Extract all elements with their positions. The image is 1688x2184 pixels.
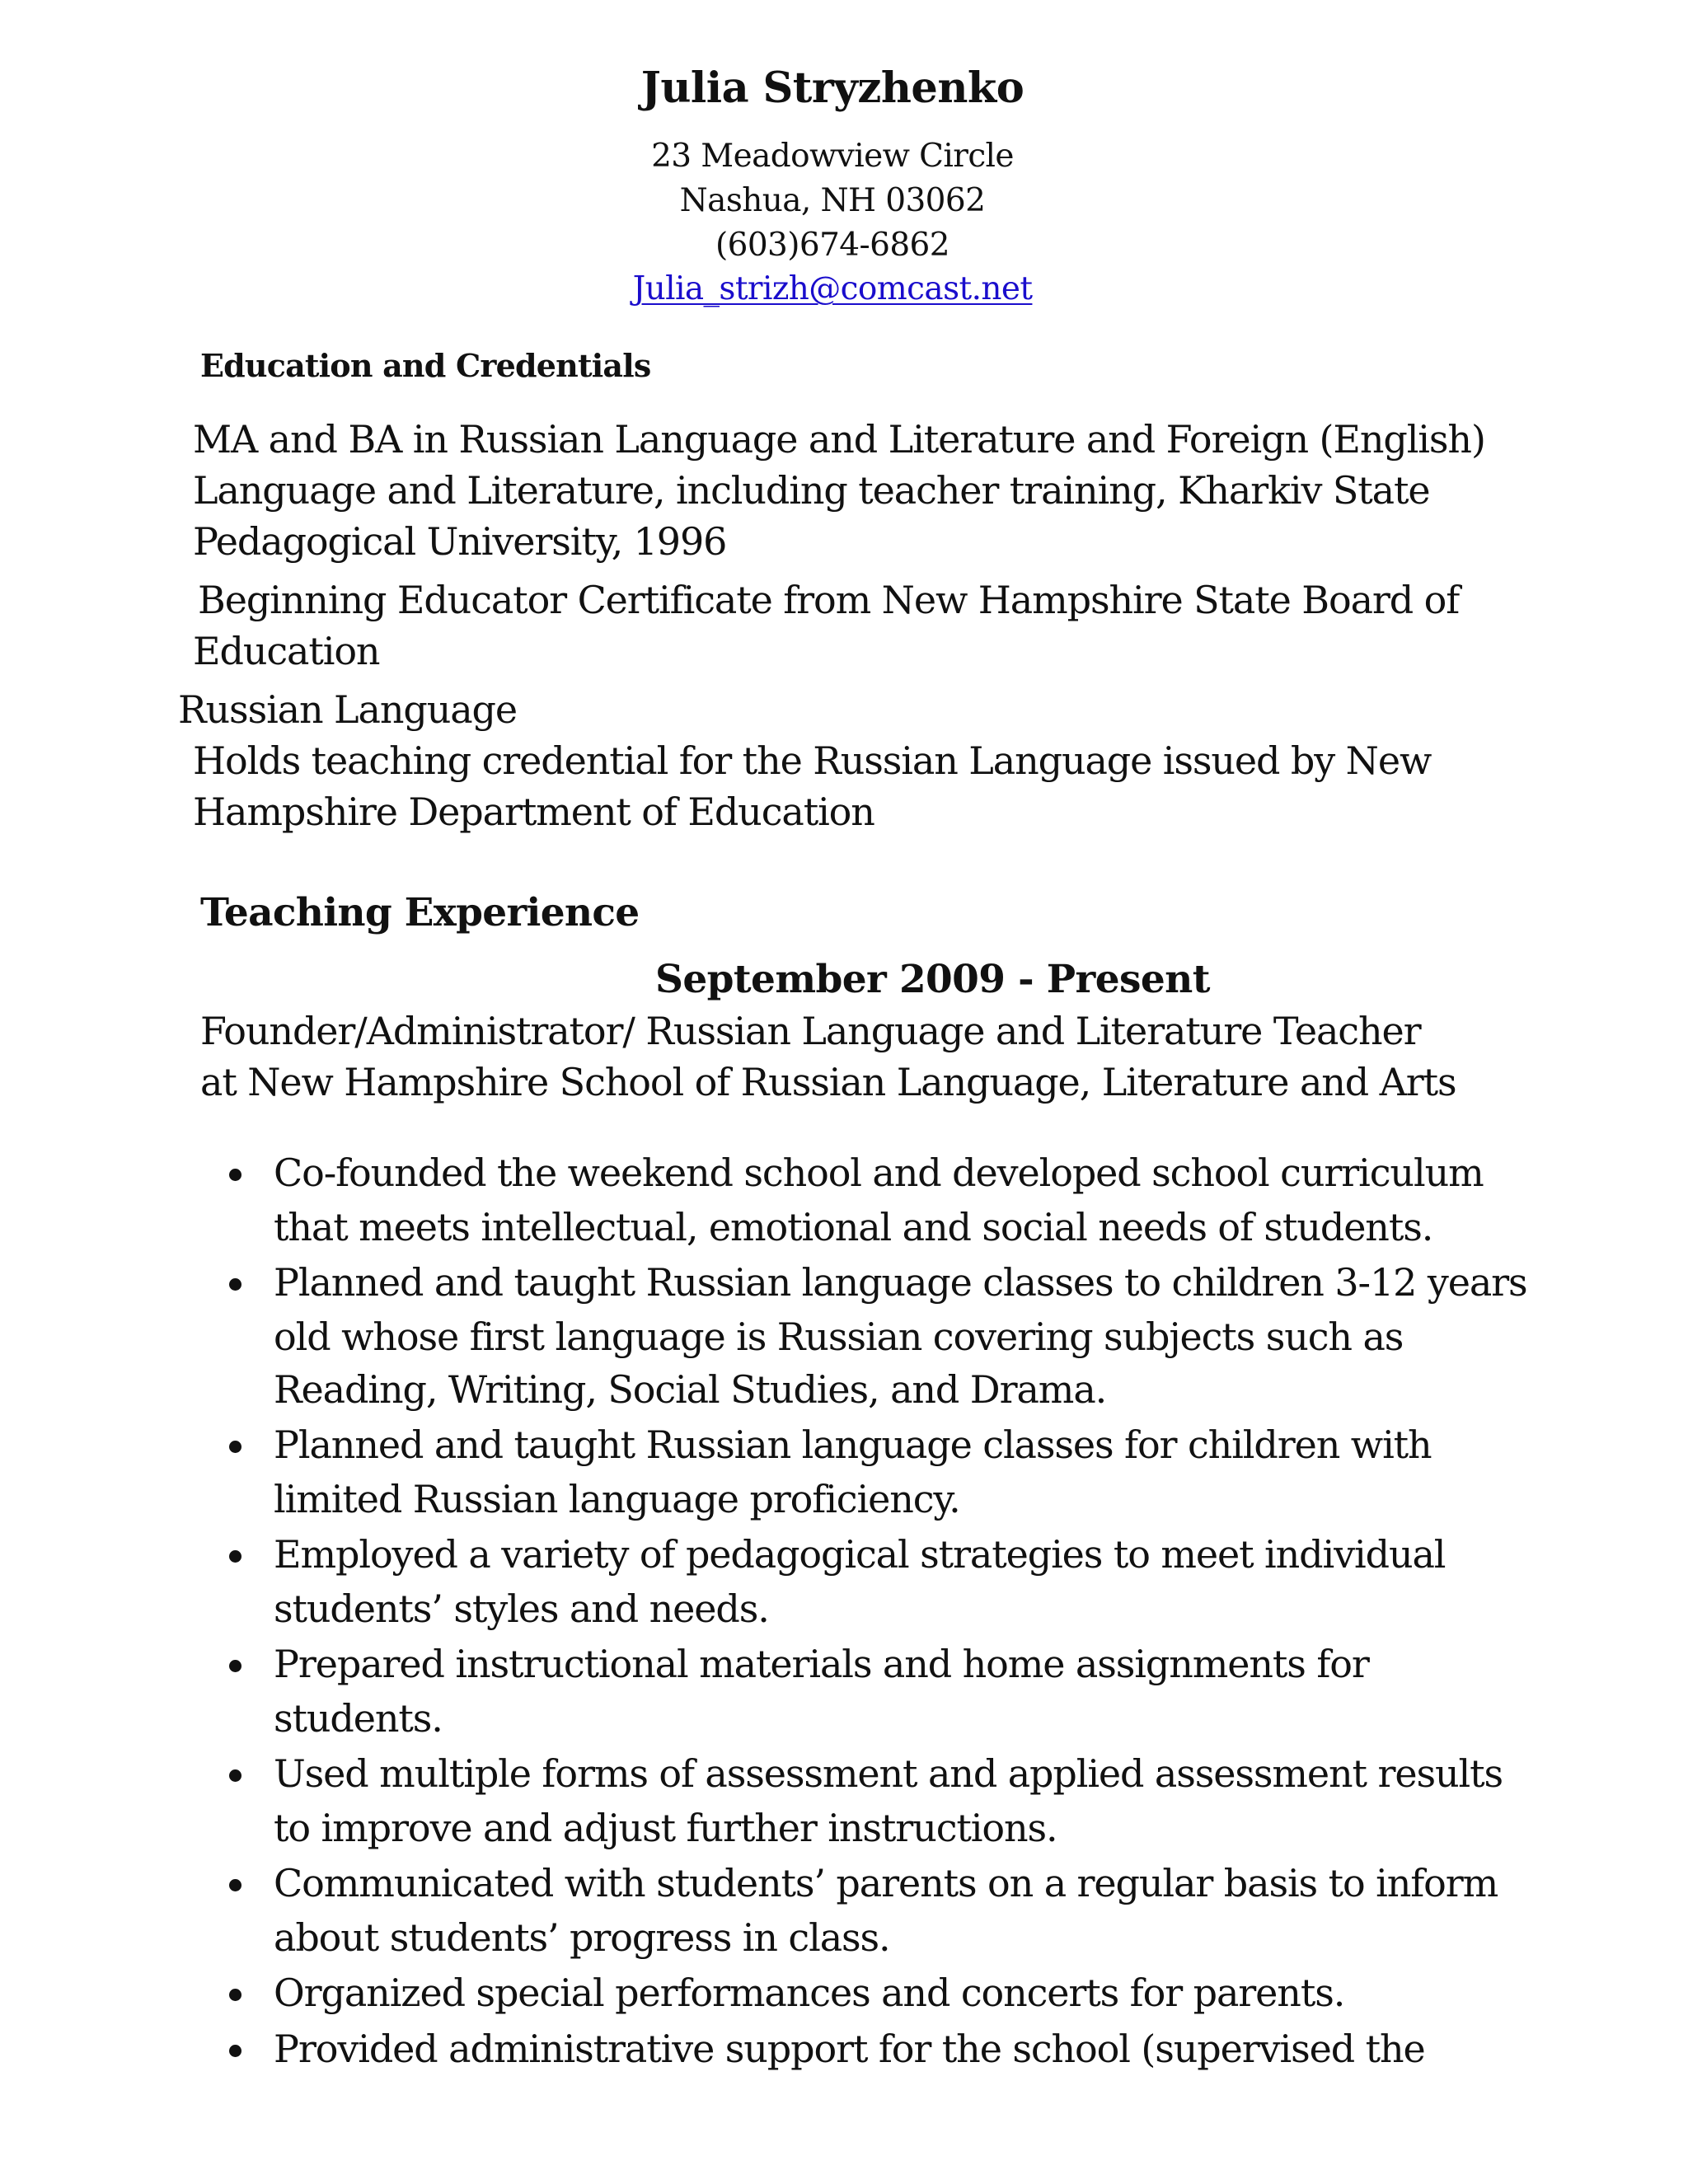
bullet-icon xyxy=(229,2045,241,2057)
list-item-line: old whose first language is Russian covering subjects such as xyxy=(274,1315,1404,1359)
candidate-name: Julia Stryzhenko xyxy=(640,63,1025,113)
list-item-line: Co-founded the weekend school and developed school curriculum xyxy=(274,1151,1484,1195)
list-item-line: Organized special performances and concerts for parents. xyxy=(274,1971,1345,2015)
role-line: Founder/Administrator/ Russian Language and Literature Teacher xyxy=(200,1009,1421,1053)
degree-line: MA and BA in Russian Language and Literature and Foreign (English) xyxy=(193,417,1485,462)
email-link[interactable]: Julia_strizh@comcast.net xyxy=(632,270,1033,307)
list-item-line: that meets intellectual, emotional and social needs of students. xyxy=(274,1205,1433,1249)
experience-heading: Teaching Experience xyxy=(200,890,640,935)
education-heading: Education and Credentials xyxy=(200,347,651,384)
email-container xyxy=(0,270,1665,307)
bullet-icon xyxy=(229,1879,241,1891)
credential-line: Hampshire Department of Education xyxy=(193,790,874,834)
address-line-2: Nashua, NH 03062 xyxy=(679,182,986,219)
list-item-line: Employed a variety of pedagogical strategies to meet individual xyxy=(274,1532,1446,1577)
bullet-icon xyxy=(229,1441,241,1453)
bullet-icon xyxy=(229,1550,241,1563)
list-item-line: students. xyxy=(274,1696,443,1741)
subject-heading: Russian Language xyxy=(178,687,518,732)
bullet-icon xyxy=(229,1769,241,1782)
list-item-line: students’ styles and needs. xyxy=(274,1586,769,1631)
list-item-line: Reading, Writing, Social Studies, and Drama. xyxy=(274,1367,1107,1412)
bullet-icon xyxy=(229,1169,241,1181)
list-item-line: Provided administrative support for the school (supervised the xyxy=(274,2027,1425,2071)
list-item-line: Planned and taught Russian language classes for children with xyxy=(274,1422,1432,1467)
degree-line: Language and Literature, including teacher training, Kharkiv State xyxy=(193,468,1430,513)
certificate-line: Beginning Educator Certificate from New Hampshire State Board of xyxy=(198,578,1460,622)
date-range: September 2009 - Present xyxy=(655,957,1210,1002)
list-item-line: limited Russian language proficiency. xyxy=(274,1477,960,1521)
bullet-icon xyxy=(229,1660,241,1672)
list-item-line: to improve and adjust further instructions. xyxy=(274,1806,1057,1850)
certificate-line: Education xyxy=(193,629,380,673)
address-line-1: 23 Meadowview Circle xyxy=(651,138,1014,175)
list-item-line: Used multiple forms of assessment and applied assessment results xyxy=(274,1751,1503,1796)
list-item-line: about students’ progress in class. xyxy=(274,1915,890,1960)
degree-line: Pedagogical University, 1996 xyxy=(193,519,727,564)
bullet-icon xyxy=(229,1278,241,1291)
list-item-line: Prepared instructional materials and home assignments for xyxy=(274,1642,1369,1686)
list-item-line: Planned and taught Russian language classes to children 3-12 years xyxy=(274,1260,1527,1305)
phone-number: (603)674-6862 xyxy=(715,227,950,264)
credential-line: Holds teaching credential for the Russian Language issued by New xyxy=(193,738,1432,783)
bullet-icon xyxy=(229,1989,241,2001)
list-item-line: Communicated with students’ parents on a regular basis to inform xyxy=(274,1861,1498,1905)
role-line: at New Hampshire School of Russian Language, Literature and Arts xyxy=(200,1060,1456,1104)
